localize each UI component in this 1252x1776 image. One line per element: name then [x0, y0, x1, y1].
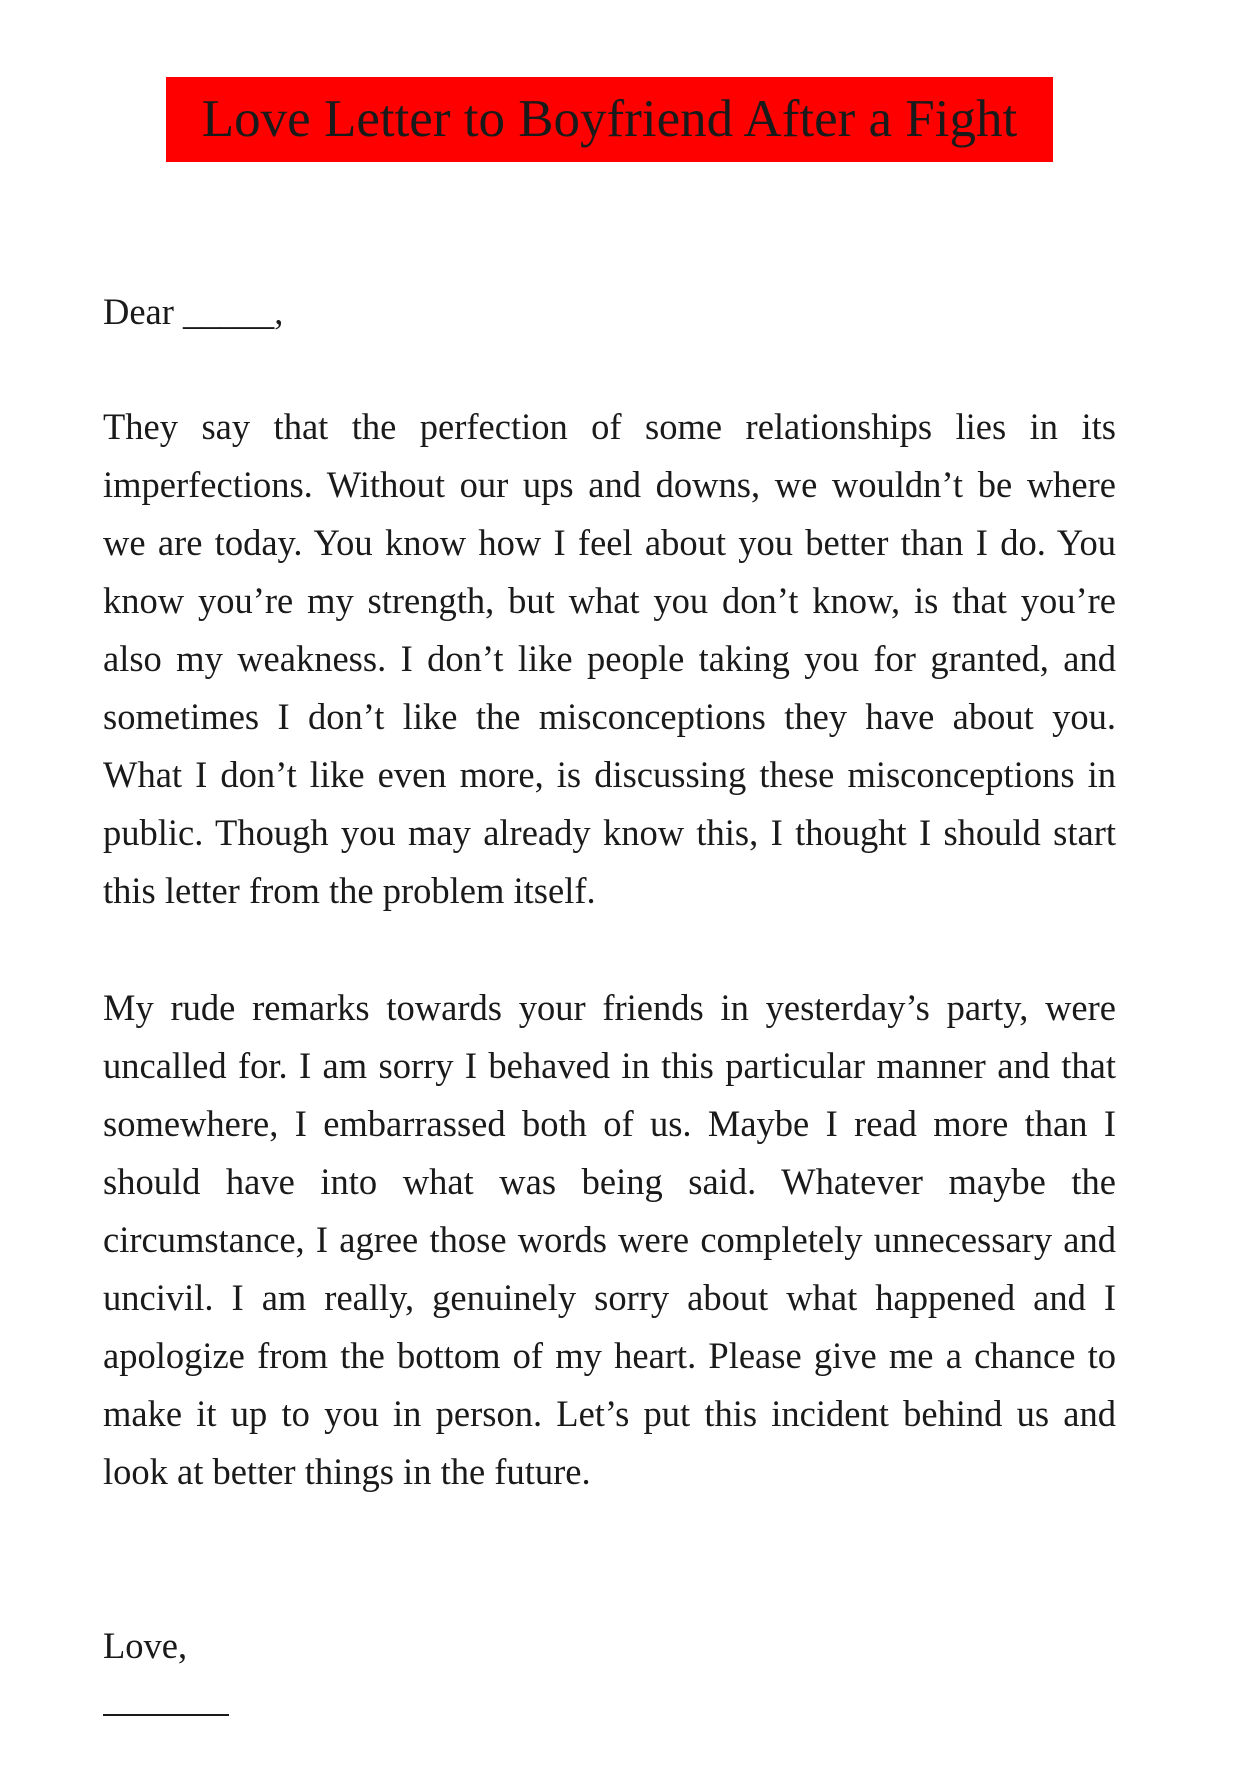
signature-line [103, 1714, 229, 1716]
salutation: Dear _____, [103, 291, 284, 332]
paragraph-2: My rude remarks towards your friends in yesterday’s party, were uncalled for. I am sorry I behaved in this particular manner and that somewhere, I embarrassed both of us. Maybe I read more than I should have into what was being said. Whatever maybe the circumstance, I agree those words were completely unnecessary and uncivil. I am really, genuinely sorry about what happened and I apologize from the bottom of my heart. Please give me a chance to make it up to you in person. Let’s put this incident behind us and look at better things in the future. [103, 987, 1116, 1492]
letter-title: Love Letter to Boyfriend After a Fight [201, 90, 1018, 148]
closing: Love, [103, 1625, 188, 1666]
title-banner [166, 77, 1053, 162]
paragraph-1: They say that the perfection of some relationships lies in its imperfections. Without our ups and downs, we wouldn’t be where we are today. You know how I feel about you better than I do. You know you’re my strength, but what you don’t know, is that you’re also my weakness. I don’t like people taking you for granted, and sometimes I don’t like the misconceptions they have about you. What I don’t like even more, is discussing these misconceptions in public. Though you may already know this, I thought I should start this letter from the problem itself. [103, 406, 1116, 911]
